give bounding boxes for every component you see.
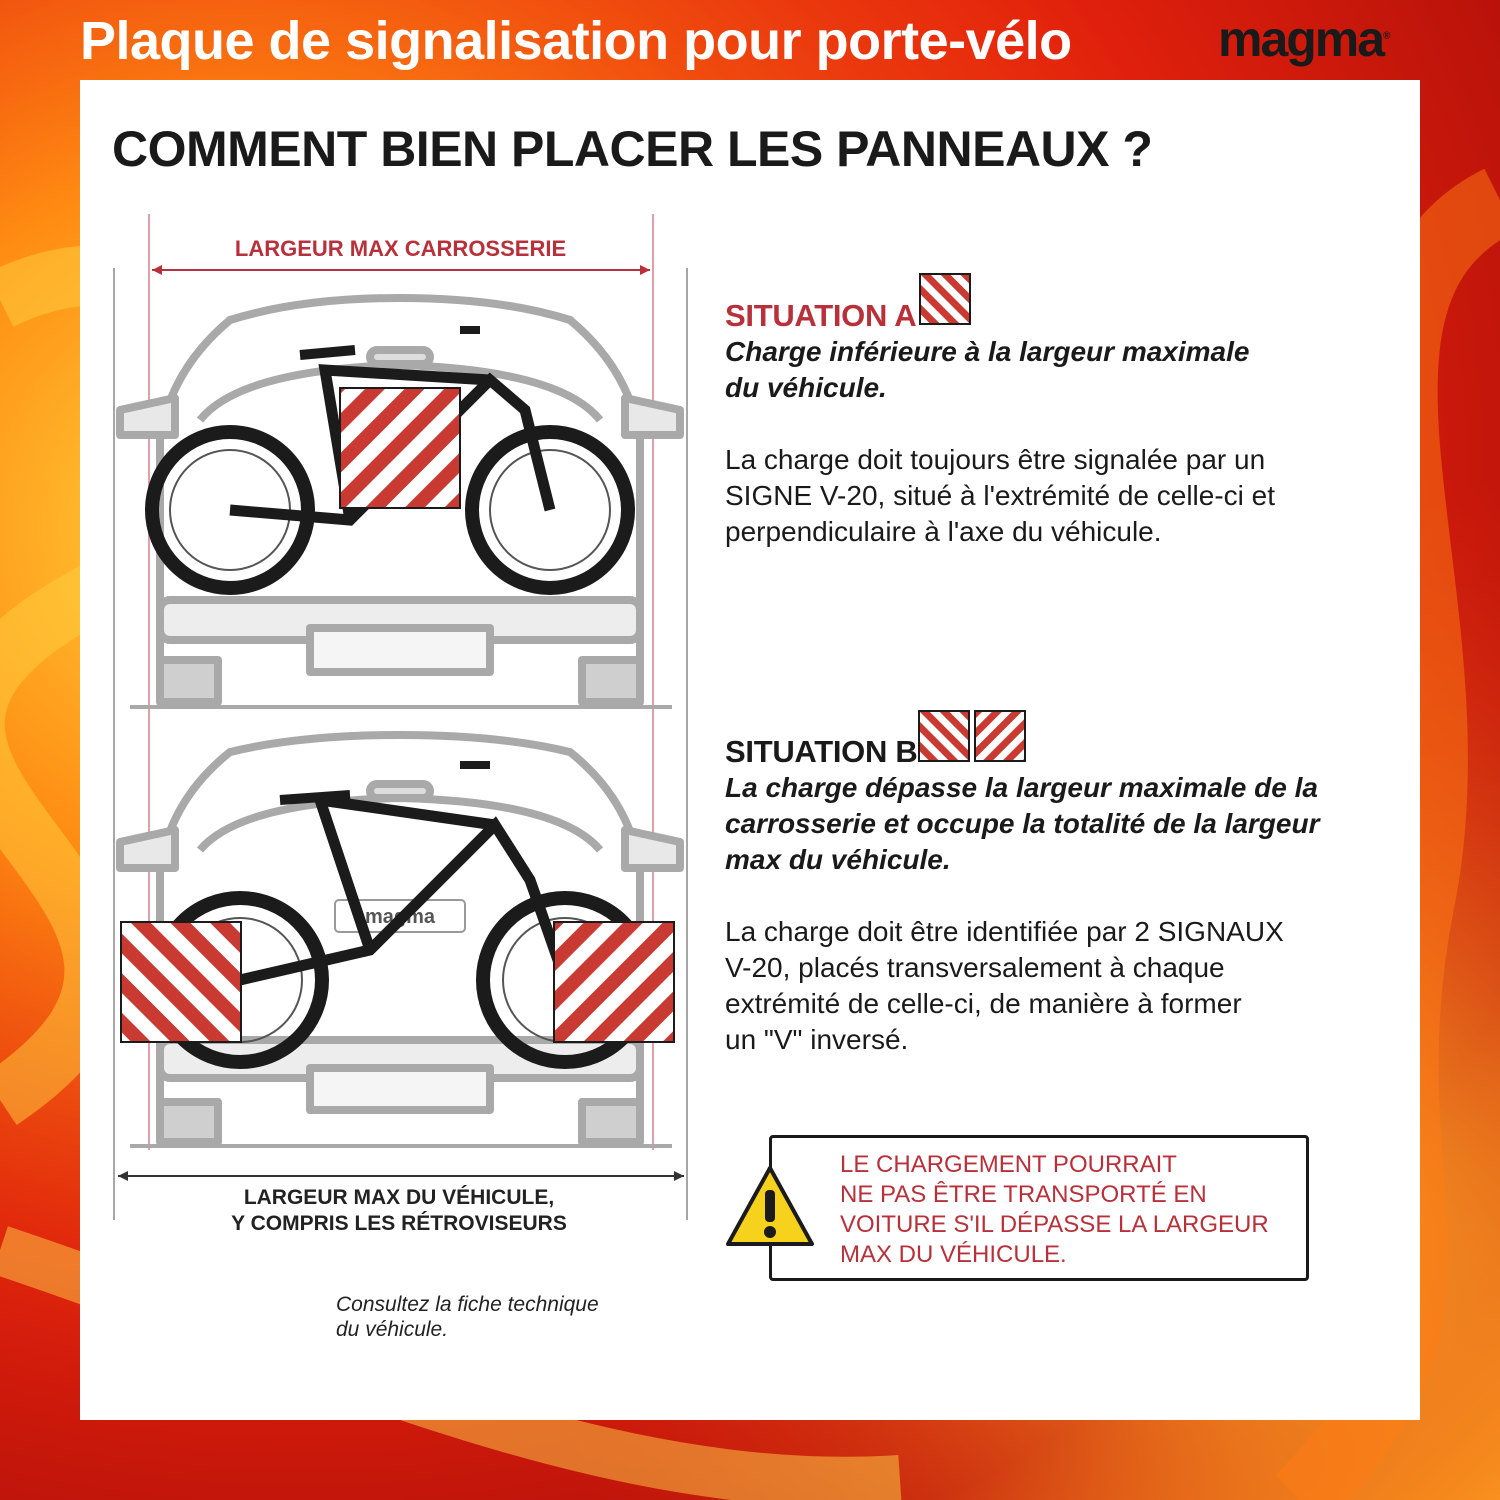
situation-a-subtitle-line2: du véhicule.: [725, 372, 887, 403]
vehicle-width-label-line1: LARGEUR MAX DU VÉHICULE,: [243, 1186, 555, 1209]
v20-sign-b-right: [554, 922, 674, 1042]
situation-b-title: SITUATION B: [725, 734, 918, 769]
v20-sign-b-left: [121, 922, 241, 1042]
vehicle-width-label-line2: Y COMPRIS LES RÉTROVISEURS: [231, 1212, 567, 1235]
v20-sign-icon: [919, 273, 971, 325]
situation-a-body-line2: SIGNE V-20, situé à l'extrémité de celle-ci et: [725, 480, 1276, 511]
main-heading: COMMENT BIEN PLACER LES PANNEAUX ?: [112, 121, 1153, 177]
content-panel: [80, 80, 1420, 1420]
v20-sign-a: [340, 388, 460, 508]
situation-b-body-line3: extrémité de celle-ci, de manière à former: [725, 988, 1242, 1019]
brand-logo: [1218, 10, 1390, 68]
situation-a-body: [725, 442, 1335, 550]
situation-b-subtitle-line2: carrosserie et occupe la totalité de la largeur: [725, 808, 1320, 839]
situation-b-body: [725, 914, 1325, 1058]
situation-a-subtitle: [725, 334, 1285, 406]
warning-line2: NE PAS ÊTRE TRANSPORTÉ EN: [840, 1181, 1207, 1208]
warning-box: [769, 1135, 1309, 1281]
situation-b-body-line4: un "V" inversé.: [725, 1024, 909, 1055]
warning-line3: VOITURE S'IL DÉPASSE LA LARGEUR: [840, 1211, 1269, 1238]
page-title: Plaque de signalisation pour porte-vélo: [80, 11, 1072, 71]
situation-a-body-line3: perpendiculaire à l'axe du véhicule.: [725, 516, 1162, 547]
warning-text: [840, 1150, 1280, 1270]
consult-note-line2: du véhicule.: [336, 1318, 449, 1341]
situation-b-subtitle: [725, 770, 1345, 878]
situation-b-subtitle-line1: La charge dépasse la largeur maximale de la: [725, 772, 1318, 803]
situation-a-subtitle-line1: Charge inférieure à la largeur maximale: [725, 336, 1250, 367]
v20-sign-icon: [974, 710, 1026, 762]
situation-a-body-line1: La charge doit toujours être signalée par un: [725, 444, 1266, 475]
warning-line4: MAX DU VÉHICULE.: [840, 1241, 1067, 1268]
situation-b-body-line1: La charge doit être identifiée par 2 SIGNAUX: [725, 916, 1284, 947]
consult-note: [336, 1292, 656, 1342]
body-width-label: LARGEUR MAX CARROSSERIE: [234, 236, 567, 261]
registered-mark: ®: [1383, 30, 1391, 42]
situation-b-body-line2: V-20, placés transversalement à chaque: [725, 952, 1225, 983]
brand-logo-text: magma: [1218, 11, 1384, 67]
situation-a-title: SITUATION A: [725, 298, 917, 333]
situation-b-subtitle-line3: max du véhicule.: [725, 844, 951, 875]
warning-triangle-icon: [724, 1164, 816, 1248]
warning-line1: LE CHARGEMENT POURRAIT: [840, 1151, 1177, 1178]
v20-sign-icon: [918, 710, 970, 762]
rear-plate-text: magma: [364, 906, 436, 928]
vehicle-width-label: [114, 1185, 684, 1237]
consult-note-line1: Consultez la fiche technique: [336, 1293, 599, 1316]
